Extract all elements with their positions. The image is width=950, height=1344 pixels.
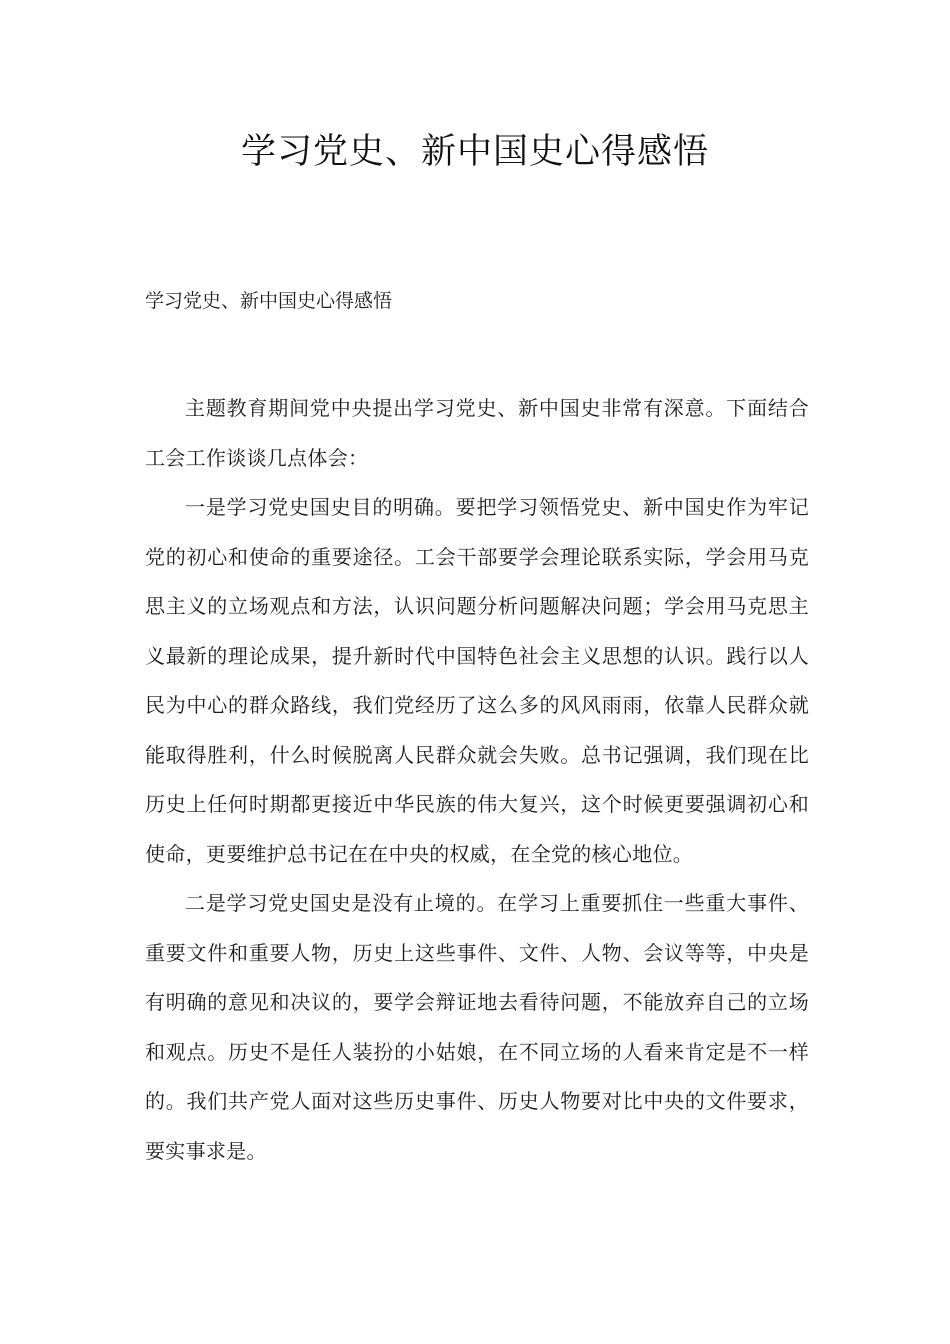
paragraph-intro: 主题教育期间党中央提出学习党史、新中国史非常有深意。下面结合工会工作谈谈几点体会： (145, 396, 809, 470)
paragraph-point-two: 二是学习党史国史是没有止境的。在学习上重要抓住一些重大事件、重要文件和重要人物，历史上这些事件、文件、人物、会议等等，中央是有明确的意见和决议的，要学会辩证地去看待问题，不能放弃自己的立场和观点。历史不是任人装扮的小姑娘，在不同立场的人看来肯定是不一样的。我们共产党人面对这些历史事件、历史人物要对比中央的文件要求，要实事求是。 (145, 891, 809, 1163)
document-subtitle: 学习党史、新中国史心得感悟 (145, 290, 393, 312)
document-body (145, 384, 809, 1176)
page-title: 学习党史、新中国史心得感悟 (240, 132, 709, 172)
paragraph-point-one: 一是学习党史国史目的明确。要把学习领悟党史、新中国史作为牢记党的初心和使命的重要途径。工会干部要学会理论联系实际，学会用马克思主义的立场观点和方法，认识问题分析问题解决问题；学会用马克思主义最新的理论成果，提升新时代中国特色社会主义思想的认识。践行以人民为中心的群众路线，我们党经历了这么多的风风雨雨，依靠人民群众就能取得胜利，什么时候脱离人民群众就会失败。总书记强调，我们现在比历史上任何时期都更接近中华民族的伟大复兴，这个时候更要强调初心和使命，更要维护总书记在在中央的权威，在全党的核心地位。 (145, 495, 809, 866)
